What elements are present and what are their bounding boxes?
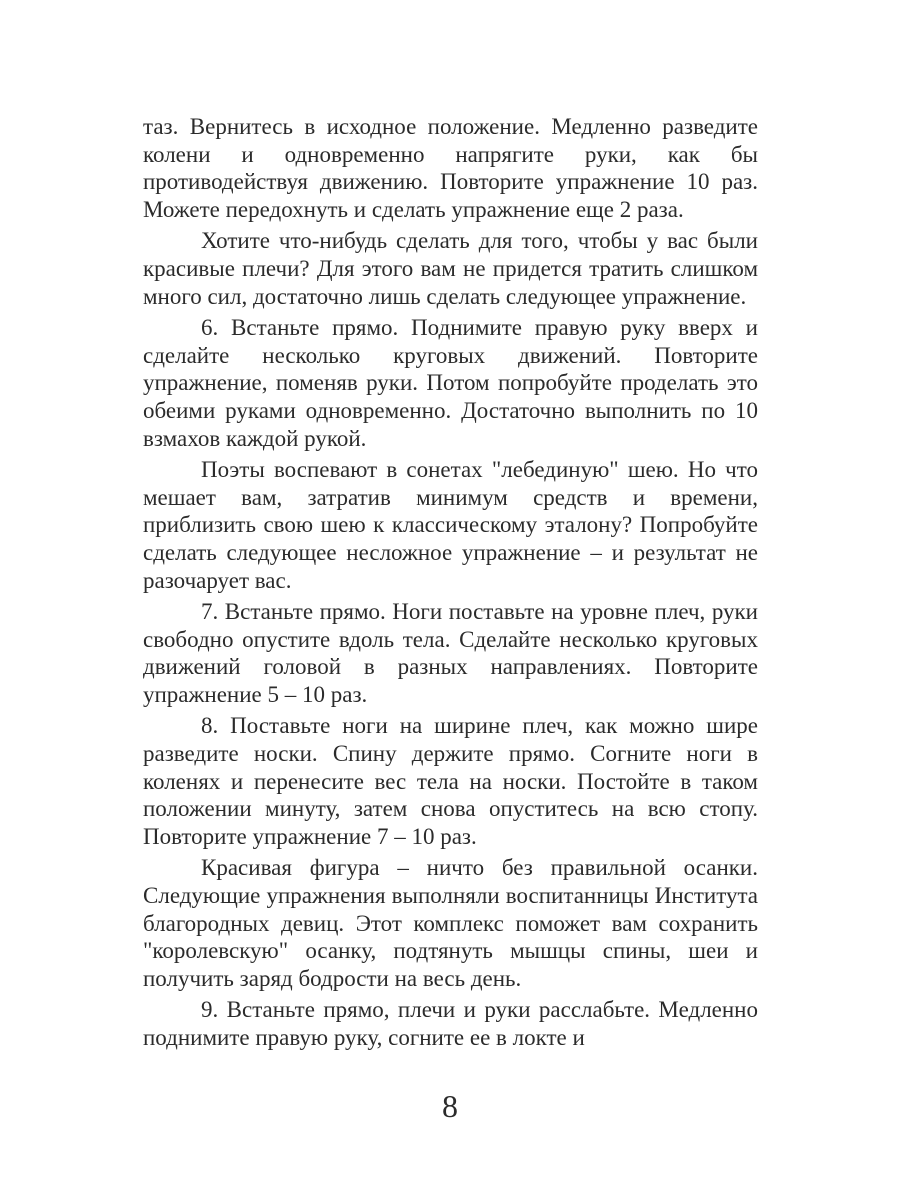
paragraph-exercise-9: 9. Встаньте прямо, плечи и руки расслабьте. Медленно поднимите правую руку, согните ее в локте и — [143, 997, 758, 1050]
paragraph-exercise-8: 8. Поставьте ноги на ширине плеч, как можно шире разведите носки. Спину держите прямо. Согните ноги в коленях и перенесите вес тела на носки. Постойте в таком положении минуту, затем снова опуститесь на всю стопу. Повторите упражнение 7 – 10 раз. — [143, 713, 758, 849]
paragraph-continuation: таз. Вернитесь в исходное положение. Медленно разведите колени и одновременно напрягите руки, как бы противодействуя движению. Повторите упражнение 10 раз. Можете передохнуть и сделать упражнение еще 2 раза. — [143, 114, 758, 222]
body-text — [143, 113, 758, 1056]
paragraph-exercise-7: 7. Встаньте прямо. Ноги поставьте на уровне плеч, руки свободно опустите вдоль тела. Сделайте несколько круговых движений головой в разных направлениях. Повторите упражнение 5 – 10 раз. — [143, 599, 758, 707]
paragraph-neck-intro: Поэты воспевают в сонетах "лебединую" шею. Но что мешает вам, затратив минимум средств и времени, приблизить свою шею к классическому эталону? Попробуйте сделать следующее несложное упражнение – и результат не разочарует вас. — [143, 457, 758, 593]
paragraph-exercise-6: 6. Встаньте прямо. Поднимите правую руку вверх и сделайте несколько круговых движений. Повторите упражнение, поменяв руки. Потом попробуйте проделать это обеими руками одновременно. Достаточно выполнить по 10 взмахов каждой рукой. — [143, 315, 758, 451]
paragraph-shoulders-intro: Хотите что-нибудь сделать для того, чтобы у вас были красивые плечи? Для этого вам не придется тратить слишком много сил, достаточно лишь сделать следующее упражнение. — [143, 228, 758, 309]
page-number: 8 — [442, 1088, 458, 1124]
paragraph-posture-intro: Красивая фигура – ничто без правильной осанки. Следующие упражнения выполняли воспитанницы Института благородных девиц. Этот комплекс поможет вам сохранить "королевскую" осанку, подтянуть мышцы спины, шеи и получить заряд бодрости на весь день. — [143, 855, 758, 991]
